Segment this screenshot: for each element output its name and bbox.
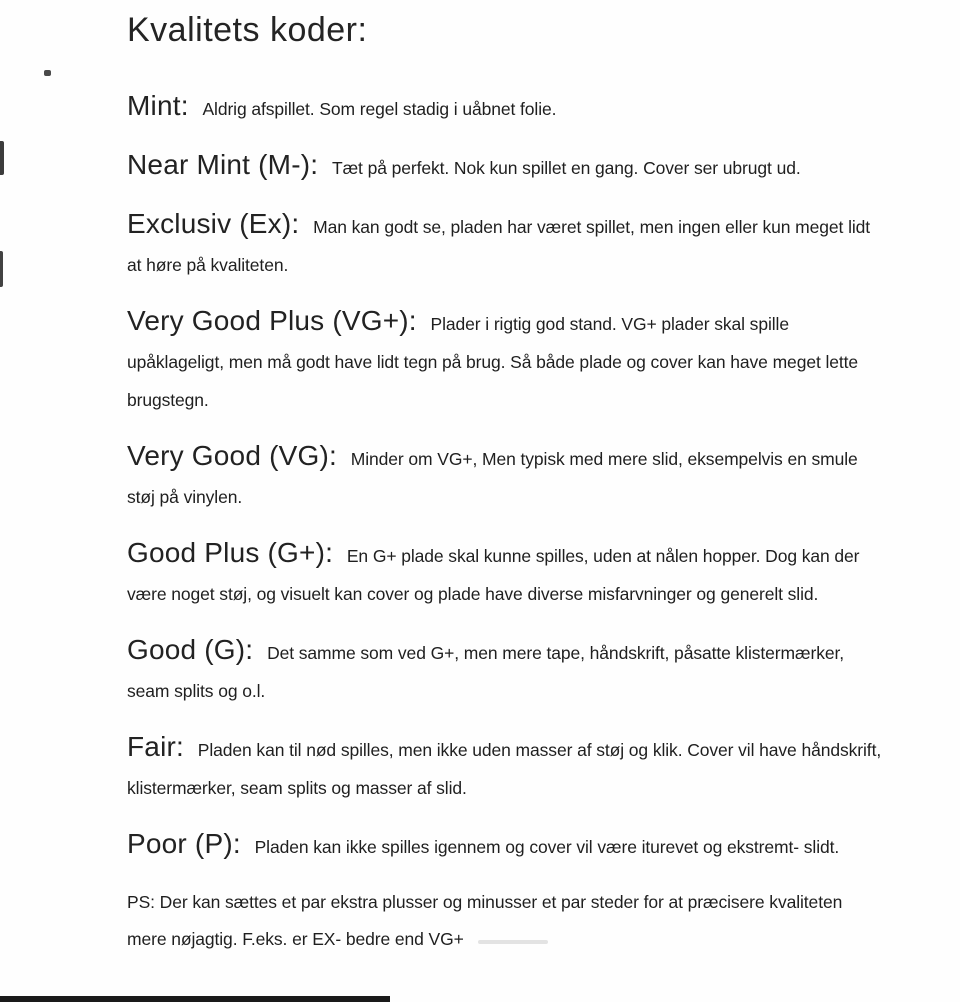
grade-term: Good Plus (G+): [127, 536, 334, 568]
grade-description: En G+ plade skal kunne spilles, uden at nålen hopper. Dog kan der være noget støj, og visuelt kan cover og plade have diverse misfarvninger og generelt slid. [127, 545, 860, 604]
grade-term: Very Good (VG): [127, 439, 337, 471]
grade-description: Det samme som ved G+, men mere tape, håndskrift, påsatte klistermærker, seam splits og o.l. [127, 642, 844, 701]
postscript-note: PS: Der kan sættes et par ekstra plusser og minusser et par steder for at præcisere kvaliteten mere nøjagtig. F.eks. er EX- bedre end VG+ [127, 891, 843, 949]
grade-term: Very Good Plus (VG+): [127, 304, 417, 336]
scan-edge-mark [0, 251, 3, 287]
scan-edge-mark [0, 141, 4, 175]
grade-section-poor [127, 825, 883, 866]
grade-description: Plader i rigtig god stand. VG+ plader skal spille upåklageligt, men må godt have lidt tegn på brug. Så både plade og cover kan have meget lette brugstegn. [127, 313, 859, 410]
grade-section-very-good [127, 437, 883, 516]
grade-description: Aldrig afspillet. Som regel stadig i uåbnet folie. [202, 98, 557, 119]
grade-section-near-mint [127, 146, 883, 187]
document-content [127, 10, 883, 958]
grade-section-good [127, 631, 883, 710]
grade-term: Exclusiv (Ex): [127, 207, 300, 239]
grade-term: Fair: [127, 730, 184, 762]
page-title: Kvalitets koder: [127, 11, 368, 49]
scan-speck [44, 70, 51, 76]
grade-section-good-plus [127, 534, 883, 613]
grade-description: Pladen kan ikke spilles igennem og cover vil være iturevet og ekstremt- slidt. [254, 836, 840, 857]
grade-section-exclusiv [127, 205, 883, 284]
grade-term: Good (G): [127, 633, 254, 665]
grade-description: Tæt på perfekt. Nok kun spillet en gang. Cover ser ubrugt ud. [332, 157, 801, 178]
grade-term: Mint: [127, 89, 189, 121]
grade-section-very-good-plus [127, 302, 883, 419]
grade-term: Poor (P): [127, 827, 241, 859]
grade-description: Pladen kan til nød spilles, men ikke uden masser af støj og klik. Cover vil have håndskrift, klistermærker, seam splits og masser af slid. [127, 739, 882, 798]
grade-term: Near Mint (M-): [127, 148, 319, 180]
grade-description: Minder om VG+, Men typisk med mere slid, eksempelvis en smule støj på vinylen. [127, 448, 858, 507]
scan-bottom-strip [0, 996, 390, 1002]
grade-section-fair [127, 728, 883, 807]
grade-description: Man kan godt se, pladen har været spillet, men ingen eller kun meget lidt at høre på kvaliteten. [127, 216, 871, 275]
grade-section-mint [127, 87, 883, 128]
